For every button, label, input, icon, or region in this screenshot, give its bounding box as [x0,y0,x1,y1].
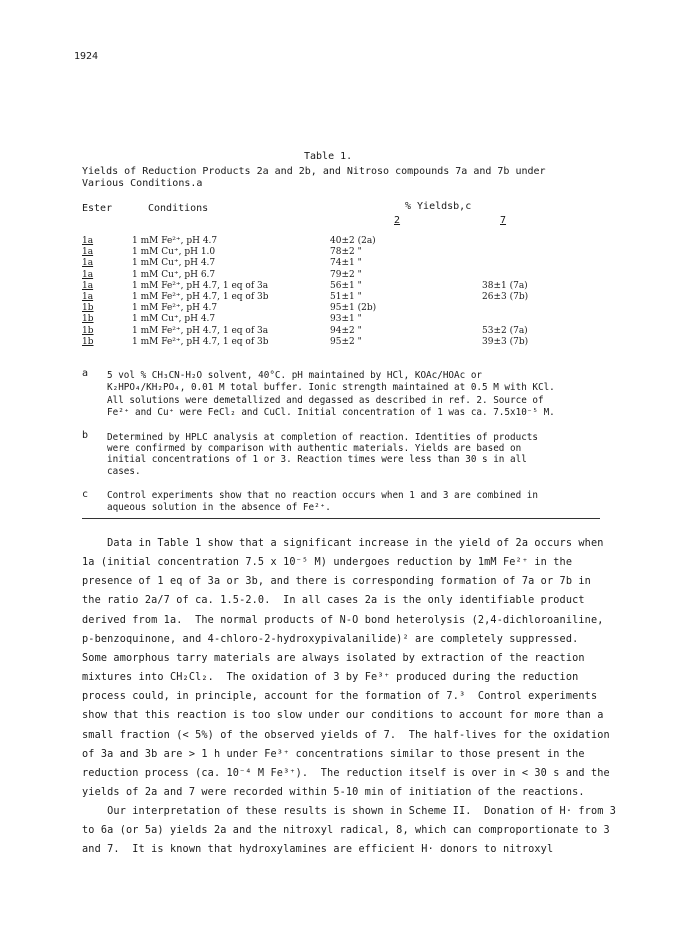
conditions-cell: 1 mM Cu⁺, pH 1.0 [132,247,216,258]
header-col-2: 2 [394,215,401,226]
header-ester: Ester [82,203,113,214]
body-line: 1a (initial concentration 7.5 x 10⁻⁵ M) undergoes reduction by 1mM Fe²⁺ in the [82,557,573,569]
yield-2-cell: 40±2 (2a) [330,236,376,246]
body-line: show that this reaction is too slow under our conditions to account for more than a [82,710,604,722]
footnote-a-line: 5 vol % CH₃CN-H₂O solvent, 40°C. pH maintained by HCl, KOAc/HOAc or [107,370,483,381]
yield-2-cell: 95±1 (2b) [330,303,377,314]
table-caption-line-2: Various Conditions.a [82,178,203,189]
yield-2-cell: 78±2 " [330,247,362,258]
header-col-7: 7 [500,215,507,226]
yield-2-cell: 56±1 " [330,280,362,291]
conditions-cell: 1 mM Fe²⁺, pH 4.7, 1 eq of 3b [132,292,269,302]
conditions-cell: 1 mM Fe²⁺, pH 4.7, 1 eq of 3a [132,325,269,336]
body-line: yields of 2a and 7 were recorded within 5-10 min of initiation of the reactions. [82,786,585,798]
body-line: reduction process (ca. 10⁻⁴ M Fe³⁺). The reduction itself is over in < 30 s and the [82,767,610,779]
yield-2-cell: 94±2 " [330,325,362,336]
footnote-a-line: Fe²⁺ and Cu⁺ were FeCl₂ and CuCl. Initial concentration of 1 was ca. 7.5x10⁻⁵ M. [107,406,555,418]
body-line: and 7. It is known that hydroxylamines are efficient H· donors to nitroxyl [82,844,554,856]
body-line: p-benzoquinone, and 4-chloro-2-hydroxypivalanilide)² are completely suppressed. [82,633,579,645]
footnote-b-line: Determined by HPLC analysis at completion of reaction. Identities of products [107,432,538,443]
ester-cell: 1b [82,303,94,314]
body-line: small fraction (< 5%) of the observed yields of 7. The half-lives for the oxidation [82,729,610,741]
ester-cell: 1a [82,280,94,291]
body-line: derived from 1a. The normal products of N-O bond heterolysis (2,4-dichloroaniline, [82,614,604,626]
ester-cell: 1a [82,236,94,246]
body-line: presence of 1 eq of 3a or 3b, and there is corresponding formation of 7a or 7b in [82,576,591,588]
yield-7-cell: 53±2 (7a) [482,325,528,336]
footnote-a-line: All solutions were demetallized and degassed as described in ref. 2. Source of [107,394,544,406]
ester-cell: 1a [82,247,94,258]
conditions-cell: 1 mM Cu⁺, pH 4.7 [132,258,216,269]
page-number: 1924 [74,51,99,62]
body-line: mixtures into CH₂Cl₂. The oxidation of 3 by Fe³⁺ produced during the reduction [82,672,579,684]
yield-2-cell: 51±1 " [330,292,362,302]
conditions-cell: 1 mM Fe²⁺, pH 4.7 [132,303,218,314]
footnote-b-line: were confirmed by comparison with authentic materials. Yields are based on [107,443,522,455]
footnote-b-line: initial concentrations of 1 or 3. Reaction times were less than 30 s in all [107,454,527,466]
header-yields: % Yieldsb,c [405,201,472,212]
footnote-b-mark: b [82,430,89,441]
ester-cell: 1a [82,269,94,280]
ester-cell: 1b [82,314,94,325]
section-divider [82,518,600,519]
footnote-c-line: aqueous solution in the absence of Fe²⁺. [107,501,331,513]
yield-7-cell: 38±1 (7a) [482,280,528,291]
table-caption-line-1: Yields of Reduction Products 2a and 2b, and Nitroso compounds 7a and 7b under [82,166,546,177]
table-title: Table 1. [304,151,353,162]
body-line: Some amorphous tarry materials are always isolated by extraction of the reaction [82,652,585,664]
body-line: to 6a (or 5a) yields 2a and the nitroxyl radical, 8, which can comproportionate to 3 [82,825,610,837]
ester-cell: 1a [82,258,94,269]
yield-7-cell: 39±3 (7b) [482,336,529,347]
yield-2-cell: 95±2 " [330,336,362,347]
body-line: process could, in principle, account for the formation of 7.³ Control experiments [82,691,598,703]
header-conditions: Conditions [148,203,209,214]
body-line: Data in Table 1 show that a significant increase in the yield of 2a occurs when [82,538,604,549]
footnote-c-line: Control experiments show that no reaction occurs when 1 and 3 are combined in [107,490,538,501]
conditions-cell: 1 mM Fe²⁺, pH 4.7, 1 eq of 3a [132,280,269,291]
yield-2-cell: 93±1 " [330,314,362,325]
body-line: the ratio 2a/7 of ca. 1.5-2.0. In all cases 2a is the only identifiable product [82,595,585,607]
yield-2-cell: 79±2 " [330,269,362,280]
conditions-cell: 1 mM Fe²⁺, pH 4.7, 1 eq of 3b [132,336,269,347]
ester-cell: 1b [82,336,94,347]
yield-2-cell: 74±1 " [330,258,362,269]
ester-cell: 1a [82,292,94,302]
conditions-cell: 1 mM Cu⁺, pH 4.7 [132,314,216,325]
conditions-cell: 1 mM Cu⁺, pH 6.7 [132,269,216,280]
body-line: of 3a and 3b are > 1 h under Fe³⁺ concentrations similar to those present in the [82,748,585,760]
footnote-a-mark: a [82,368,89,379]
yield-7-cell: 26±3 (7b) [482,292,529,302]
footnote-b-line: cases. [107,465,141,477]
body-line: Our interpretation of these results is shown in Scheme II. Donation of H· from 3 [82,806,617,818]
footnote-a-line: K₂HPO₄/KH₂PO₄, 0.01 M total buffer. Ionic strength maintained at 0.5 M with KCl. [107,382,555,394]
conditions-cell: 1 mM Fe²⁺, pH 4.7 [132,236,218,246]
footnote-c-mark: c [82,489,89,500]
ester-cell: 1b [82,325,94,336]
